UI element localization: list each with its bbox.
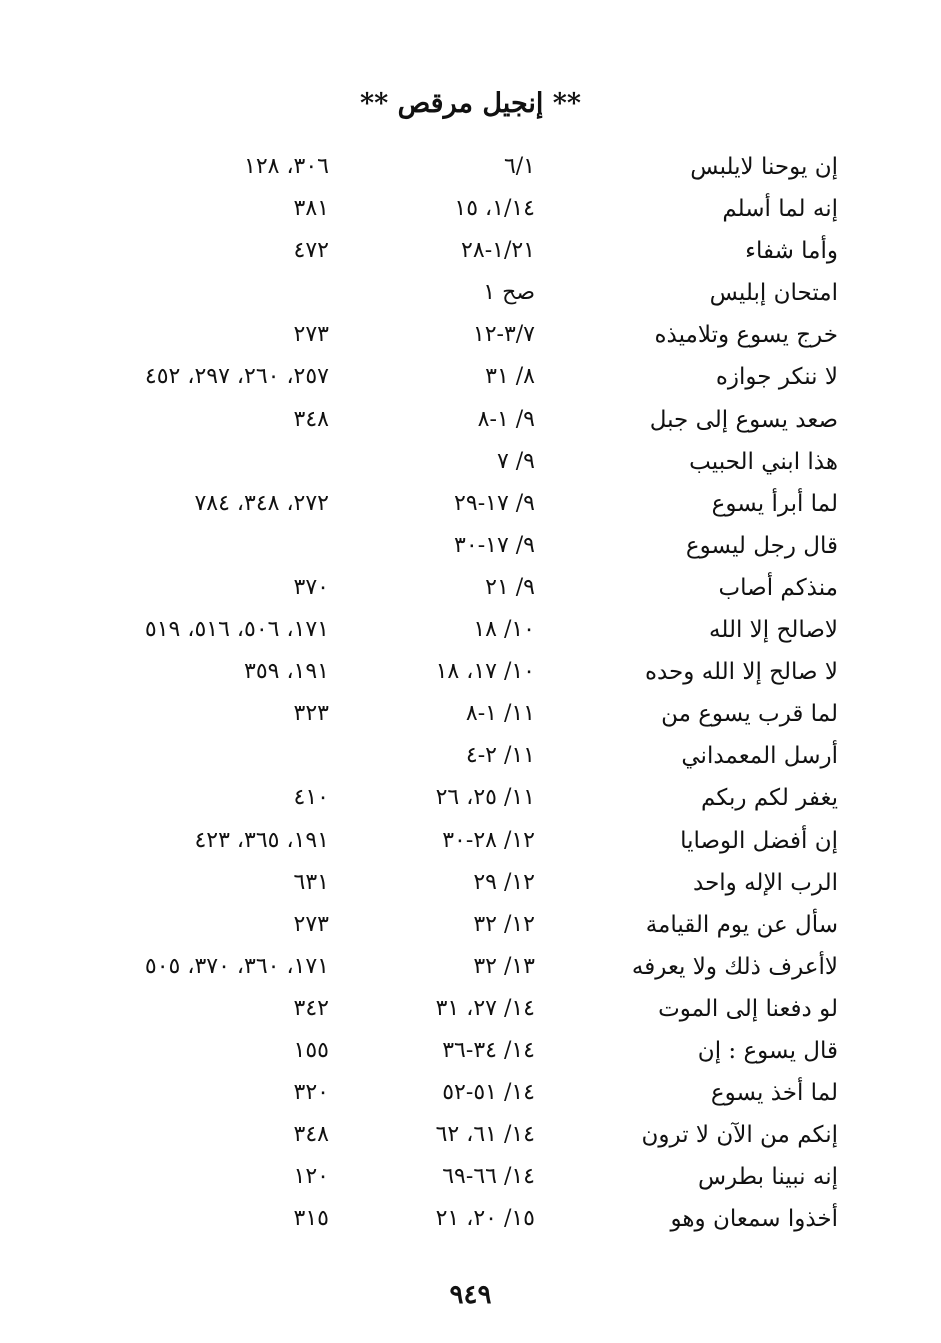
index-row [0,318,941,360]
index-table [0,150,941,1244]
index-row [0,697,941,739]
index-phrase: صعد يسوع إلى جبل [649,406,838,433]
page-references: ٣٠٦، ١٢٨ [244,154,329,179]
index-phrase: قال رجل ليسوع [685,532,838,559]
index-row [0,908,941,950]
verse-reference: ٩/ ١-٨ [477,406,535,432]
index-row [0,655,941,697]
index-phrase: أخذوا سمعان وهو [670,1206,838,1233]
index-phrase: أرسل المعمداني [681,743,838,770]
index-row [0,781,941,823]
verse-reference: ١١/ ٢٥، ٢٦ [435,785,535,811]
index-phrase: لاأعرف ذلك ولا يعرفه [631,953,838,980]
verse-reference: ١٤/ ٥١-٥٢ [442,1080,535,1106]
index-phrase: خرج يسوع وتلاميذه [654,322,838,349]
page-references: ٣٤٨ [293,1122,329,1148]
index-row [0,950,941,992]
page-references: ٢٥٧، ٢٦٠، ٢٩٧، ٤٥٢ [144,364,329,390]
index-phrase: قال يسوع : إن [697,1037,838,1064]
verse-reference: ١٢/ ٢٨-٣٠ [442,827,535,853]
index-row [0,529,941,571]
verse-reference: ١/١٤، ١٥ [454,196,535,222]
index-phrase: لما أبرأ يسوع [711,490,838,517]
index-row [0,360,941,402]
index-phrase: إن أفضل الوصايا [680,827,838,854]
index-row [0,824,941,866]
index-phrase: إنكم من الآن لا ترون [641,1122,838,1149]
verse-reference: ١٥/ ٢٠، ٢١ [435,1206,535,1232]
index-row [0,1118,941,1160]
index-row [0,403,941,445]
index-phrase: هذا ابني الحبيب [689,448,838,475]
index-phrase: امتحان إبليس [709,280,838,307]
verse-reference: ٩/ ١٧-٣٠ [454,532,535,558]
verse-reference: صح ١ [483,280,535,306]
index-row [0,613,941,655]
index-phrase: إن يوحنا لايلبس [690,154,838,180]
page-references: ١٩١، ٣٥٩ [244,659,329,685]
page-references: ١٥٥ [293,1037,329,1063]
page-references: ٢٧٣ [293,911,329,937]
page-references: ١٩١، ٣٦٥، ٤٢٣ [194,827,329,853]
index-row [0,571,941,613]
index-row [0,445,941,487]
index-row [0,150,941,192]
index-row [0,992,941,1034]
page-title: ** إنجيل مرقص ** [359,88,582,119]
page-references: ١٧١، ٥٠٦، ٥١٦، ٥١٩ [144,617,329,643]
index-phrase: وأما شفاء [745,238,838,265]
verse-reference: ٩/ ٧ [496,448,535,474]
index-row [0,866,941,908]
page-references: ١٧١، ٣٦٠، ٣٧٠، ٥٠٥ [144,953,329,979]
page-references: ٢٧٢، ٣٤٨، ٧٨٤ [194,490,329,516]
page-references: ٤١٠ [293,785,329,811]
index-phrase: يغفر لكم ربكم [701,785,838,812]
verse-reference: ٩/ ١٧-٢٩ [454,490,535,516]
index-phrase: إنه نبينا بطرس [697,1164,838,1191]
index-row [0,1076,941,1118]
verse-reference: ١/٢١-٢٨ [461,238,535,264]
verse-reference: ١٣/ ٣٢ [473,953,535,979]
index-phrase: لاصالح إلا الله [709,617,838,644]
page-references: ٦٣١ [293,869,329,895]
index-row [0,276,941,318]
index-phrase: لا صالح إلا الله وحده [644,659,838,686]
page-references: ٣٤٢ [293,995,329,1021]
verse-reference: ٩/ ٢١ [485,574,535,600]
page-references: ٣٢٠ [293,1080,329,1106]
page-references: ٣١٥ [293,1206,329,1232]
page-number: ٩٤٩ [449,1280,492,1310]
index-row [0,1160,941,1202]
index-phrase: لو دفعنا إلى الموت [658,995,838,1022]
index-phrase: لا ننكر جوازه [715,364,838,391]
index-phrase: الرب الإله واحد [693,869,838,896]
index-row [0,1202,941,1244]
verse-reference: ١٢/ ٣٢ [473,911,535,937]
verse-reference: ٦/١ [503,154,535,179]
page-references: ١٢٠ [293,1164,329,1190]
verse-reference: ١٤/ ٦١، ٦٢ [435,1122,535,1148]
page-references: ٣٨١ [293,196,329,222]
index-row [0,1034,941,1076]
verse-reference: ١٢/ ٢٩ [473,869,535,895]
verse-reference: ١٤/ ٦٦-٦٩ [442,1164,535,1190]
index-phrase: لما قرب يسوع من [661,701,838,728]
verse-reference: ١٠/ ١٧، ١٨ [435,659,535,685]
index-phrase: لما أخذ يسوع [710,1080,838,1107]
verse-reference: ٨/ ٣١ [485,364,535,390]
index-phrase: منذكم أصاب [718,574,838,601]
verse-reference: ١٠/ ١٨ [473,617,535,643]
verse-reference: ١٤/ ٢٧، ٣١ [435,995,535,1021]
page-references: ٣٤٨ [293,406,329,432]
index-row [0,192,941,234]
index-row [0,487,941,529]
verse-reference: ١١/ ١-٨ [465,701,535,727]
page-references: ٢٧٣ [293,322,329,348]
index-row [0,234,941,276]
page-references: ٣٧٠ [293,574,329,600]
index-row [0,739,941,781]
verse-reference: ٣/٧-١٢ [472,322,535,348]
page-references: ٣٢٣ [293,701,329,727]
verse-reference: ١٤/ ٣٤-٣٦ [442,1037,535,1063]
index-phrase: سأل عن يوم القيامة [645,911,838,938]
index-phrase: إنه لما أسلم [722,196,838,223]
verse-reference: ١١/ ٢-٤ [465,743,535,769]
page-references: ٤٧٢ [293,238,329,264]
